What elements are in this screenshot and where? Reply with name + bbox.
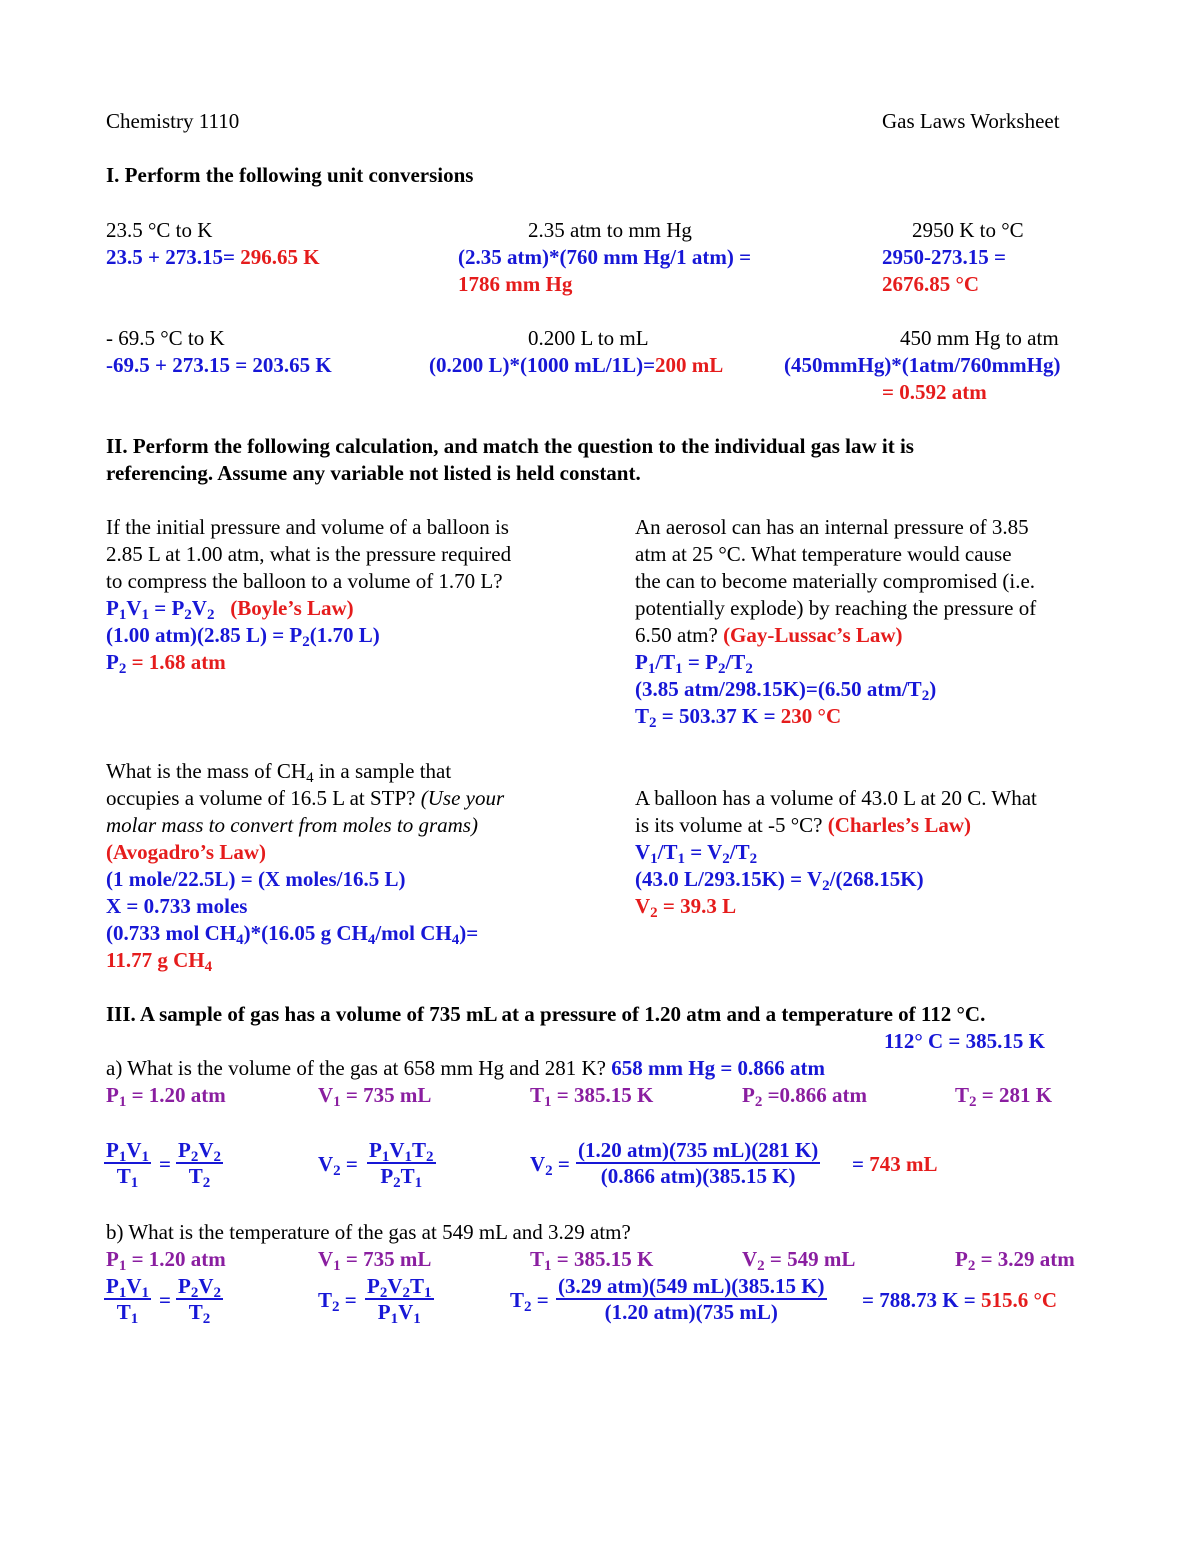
b-calc-label: $T_2$ = — [510, 1288, 549, 1315]
q-neg-c-to-k: - 69.5 °C to K — [106, 326, 225, 350]
boyle-question-line1: If the initial pressure and volume of a balloon is — [106, 515, 509, 539]
section-1-heading: I. Perform the following unit conversions — [106, 163, 474, 187]
worksheet-title: Gas Laws Worksheet — [882, 109, 1060, 133]
gay-question-line4: potentially explode) by reaching the pressure of — [635, 596, 1037, 620]
answer-k-to-c-step: 2950-273.15 = — [882, 245, 1006, 269]
avogadro-question-line3: molar mass to convert from moles to grams) — [106, 813, 478, 837]
a-solve-fraction: $\frac{P_1V_1T_2}{P_2T_1}$ — [369, 1138, 434, 1191]
a-t1: $T_1 = 385.15$ K — [530, 1083, 654, 1110]
b-combined-left: $\frac{P_1V_1}{T_1}$ — [106, 1274, 149, 1327]
answer-atm-to-mmhg-result: 1786 mm Hg — [458, 272, 573, 296]
avogadro-question-line2: occupies a volume of 16.5 L at STP? (Use your — [106, 786, 505, 810]
a-combined-right: $\frac{P_2V_2}{T_2}$ — [178, 1138, 221, 1191]
section-2-heading-line2: referencing. Assume any variable not listed is held constant. — [106, 461, 641, 485]
answer-neg-c-to-k: -69.5 + 273.15 = 203.65 K — [106, 353, 332, 377]
b-v1: $V_1 = 735$ mL — [318, 1247, 432, 1274]
gay-question-line3: the can to become materially compromised (i.e. — [635, 569, 1036, 593]
a-t2: $T_2 = 281$ K — [955, 1083, 1053, 1110]
gay-answer: $T_2 = 503.37$ K = 230 °C — [635, 704, 842, 731]
gay-question-line2: atm at 25 °C. What temperature would cause — [635, 542, 1012, 566]
answer-mmhg-to-atm-step: (450mmHg)*(1atm/760mmHg) — [784, 353, 1061, 377]
a-answer: = 743 mL — [852, 1152, 938, 1176]
charles-question-line1: A balloon has a volume of 43.0 L at 20 C. What — [635, 786, 1037, 810]
question-b: b) What is the temperature of the gas at 549 mL and 3.29 atm? — [106, 1220, 631, 1244]
answer-c-to-k: 23.5 + 273.15= 296.65 K — [106, 245, 320, 269]
answer-mmhg-to-atm-result: = 0.592 atm — [882, 380, 987, 404]
charles-answer: $V_2 = 39.3$ L — [635, 894, 737, 921]
boyle-question-line2: 2.85 L at 1.00 atm, what is the pressure required — [106, 542, 512, 566]
boyle-substitution: (1.00 atm)(2.85 $L) = P_2(1.70$ L) — [106, 623, 380, 650]
a-solve-label: $V_2$ = — [318, 1152, 358, 1179]
section-3-heading: III. A sample of gas has a volume of 735 mL at a pressure of 1.20 atm and a temperature of 112 °C. — [106, 1002, 986, 1026]
answer-l-to-ml: (0.200 L)*(1000 mL/1L)=200 mL — [429, 353, 724, 377]
section-2-heading-line1: II. Perform the following calculation, and match the question to the individual gas law it is — [106, 434, 914, 458]
b-v2: $V_2 = 549$ mL — [742, 1247, 856, 1274]
a-calc-label: $V_2$ = — [530, 1152, 570, 1179]
gay-substitution: (3.85 atm/298.15K)=(6.50 atm/$T_2$) — [635, 677, 937, 704]
question-a: a) What is the volume of the gas at 658 mm Hg and 281 K? 658 mm Hg = 0.866 atm — [106, 1056, 826, 1080]
boyle-answer: $P_2 = 1.68$ atm — [106, 650, 226, 677]
a-calc-fraction: (1.20 atm)(735 mL)(281 K) (0.866 atm)(385.15 K) — [578, 1138, 819, 1188]
avogadro-step1: (1 mole/22.5L) = (X moles/16.5 L) — [106, 867, 406, 891]
q-k-to-c: 2950 K to °C — [912, 218, 1024, 242]
gay-formula: $P_1/T_1 = P_2/T_2$ — [635, 650, 753, 677]
course-title: Chemistry 1110 — [106, 109, 240, 133]
q-mmhg-to-atm: 450 mm Hg to atm — [900, 326, 1059, 350]
avogadro-step2: X = 0.733 moles — [106, 894, 248, 918]
avogadro-answer: 11.77 g $CH_4$ — [106, 948, 213, 975]
gay-question-line5: 6.50 atm? (Gay-Lussac’s Law) — [635, 623, 903, 647]
avogadro-law: (Avogadro’s Law) — [106, 840, 267, 864]
b-solve-label: $T_2$ = — [318, 1288, 357, 1315]
b-combined-equals: = — [159, 1288, 171, 1312]
charles-question-line2: is its volume at -5 °C? (Charles’s Law) — [635, 813, 972, 837]
b-p1: $P_1 = 1.20$ atm — [106, 1247, 226, 1274]
q-atm-to-mmhg: 2.35 atm to mm Hg — [528, 218, 692, 242]
a-combined-left: $\frac{P_1V_1}{T_1}$ — [106, 1138, 149, 1191]
a-p1: $P_1 = 1.20$ atm — [106, 1083, 226, 1110]
a-v1: $V_1 = 735$ mL — [318, 1083, 432, 1110]
b-solve-fraction: $\frac{P_2V_2T_1}{P_1V_1}$ — [367, 1274, 432, 1327]
b-calc-fraction: (3.29 atm)(549 mL)(385.15 K) (1.20 atm)(735 mL) — [558, 1274, 825, 1324]
b-t1: $T_1 = 385.15$ K — [530, 1247, 654, 1274]
a-p2: $P_2 =0.866$ atm — [742, 1083, 868, 1110]
boyle-question-line3: to compress the balloon to a volume of 1.70 L? — [106, 569, 503, 593]
boyle-formula: $P_1V_1 = P_2V_2$ (Boyle’s Law) — [106, 596, 354, 623]
charles-substitution: (43.0 $L/293.15K) = V_2/(268.15K)$ — [635, 867, 924, 894]
a-combined-equals: = — [159, 1152, 171, 1176]
q-l-to-ml: 0.200 L to mL — [528, 326, 649, 350]
gay-question-line1: An aerosol can has an internal pressure of 3.85 — [635, 515, 1029, 539]
b-answer: = 788.73 K = 515.6 °C — [862, 1288, 1058, 1312]
temp-conversion: 112° C = 385.15 K — [884, 1029, 1045, 1053]
answer-k-to-c-result: 2676.85 °C — [882, 272, 980, 296]
avogadro-step3: (0.733 mol $CH_4)*(16.05$ g $CH_4$/mol $CH_4)=$ — [106, 921, 479, 948]
q-c-to-k: 23.5 °C to K — [106, 218, 213, 242]
b-combined-right: $\frac{P_2V_2}{T_2}$ — [178, 1274, 221, 1327]
avogadro-question-line1: What is the mass of $CH_4$ in a sample that — [106, 759, 452, 786]
b-p2: $P_2 = 3.29$ atm — [955, 1247, 1075, 1274]
answer-atm-to-mmhg-step: (2.35 atm)*(760 mm Hg/1 atm) = — [458, 245, 752, 269]
charles-formula: $V_1/T_1 = V_2/T_2$ — [635, 840, 758, 867]
